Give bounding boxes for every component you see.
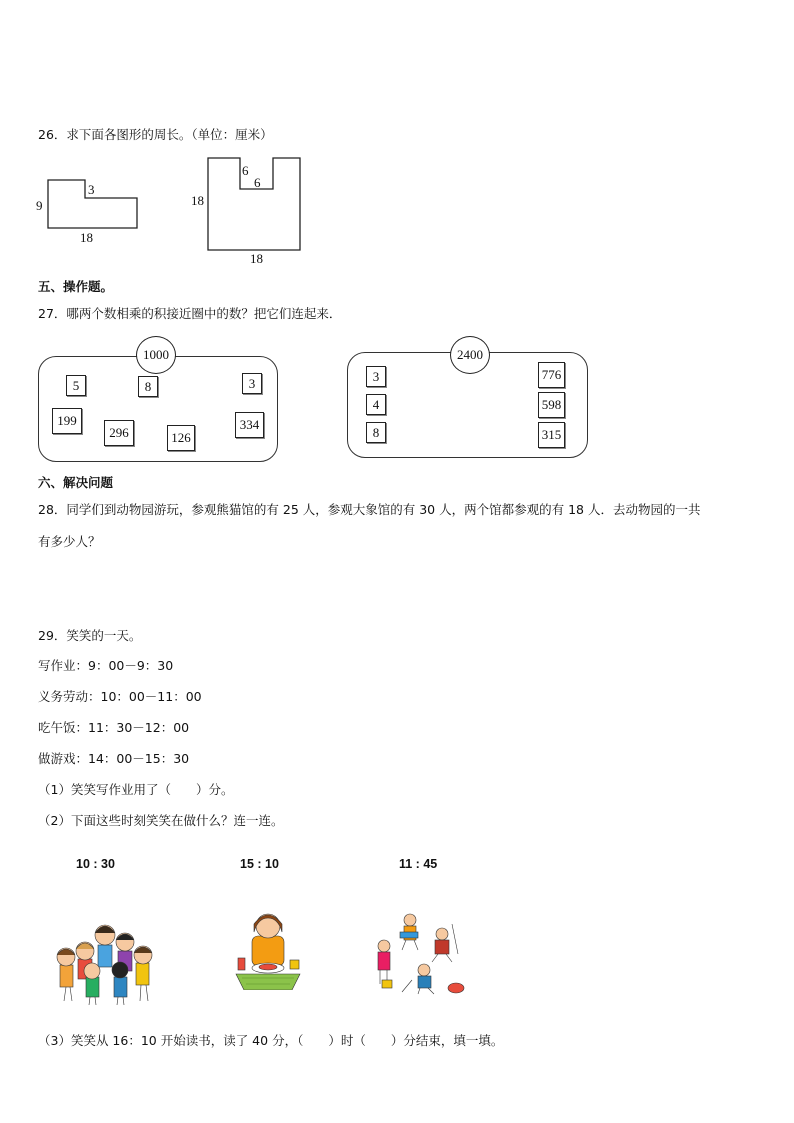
chores-picture — [372, 910, 468, 996]
q26-text: 26．求下面各图形的周长。（单位：厘米） — [38, 127, 273, 142]
shape2-left-label: 18 — [191, 193, 204, 208]
shape2-figure — [200, 150, 310, 255]
group1-number-box: 199 — [52, 408, 82, 434]
shape1-bottom-label: 18 — [80, 230, 93, 245]
q29-sub1: （1）笑笑写作业用了（ ）分。 — [38, 782, 234, 797]
group2-right-box: 776 — [538, 362, 565, 388]
group1-number-box: 296 — [104, 420, 134, 446]
time-label: 15 : 10 — [240, 857, 279, 871]
group2-left-box: 8 — [366, 422, 386, 443]
shape1-step-label: 3 — [88, 182, 95, 197]
group2-left-box: 4 — [366, 394, 386, 415]
group1-number-box: 3 — [242, 373, 262, 394]
q27-text: 27．哪两个数相乘的积接近圈中的数？把它们连起来． — [38, 306, 342, 321]
shape2-notch-width-label: 6 — [254, 175, 261, 190]
shape1-left-label: 9 — [36, 198, 43, 213]
q28-line2: 有多少人？ — [38, 534, 101, 549]
group1-number-box: 334 — [235, 412, 264, 438]
q29-sub2: （2）下面这些时刻笑笑在做什么？连一连。 — [38, 813, 284, 828]
shape2-bottom-label: 18 — [250, 251, 263, 266]
schedule-item: 吃午饭：11：30－12：00 — [38, 720, 190, 735]
group1-number-box: 126 — [167, 425, 195, 451]
schedule-item: 做游戏：14：00－15：30 — [38, 751, 190, 766]
shape2-notch-height-label: 6 — [242, 163, 249, 178]
section-6-heading: 六、解决问题 — [38, 475, 114, 490]
time-label: 10 : 30 — [76, 857, 115, 871]
group1-number-box: 5 — [66, 375, 86, 396]
q29-title: 29．笑笑的一天。 — [38, 628, 142, 643]
kids-playing-picture — [48, 915, 166, 1007]
section-5-heading: 五、操作题。 — [38, 279, 114, 294]
group1-target-circle: 1000 — [136, 336, 176, 374]
group2-right-box: 598 — [538, 392, 565, 418]
q28-line1: 28．同学们到动物园游玩，参观熊猫馆的有 25 人，参观大象馆的有 30 人，两个馆都参观的有 18 人．去动物园的一共 — [38, 502, 701, 517]
group2-right-box: 315 — [538, 422, 565, 448]
group1-number-box: 8 — [138, 376, 158, 397]
group2-target-circle: 2400 — [450, 336, 490, 374]
schedule-item: 义务劳动：10：00－11：00 — [38, 689, 202, 704]
time-label: 11 : 45 — [399, 857, 438, 871]
group2-left-box: 3 — [366, 366, 386, 387]
lunch-picture — [232, 908, 304, 990]
schedule-item: 写作业：9：00－9：30 — [38, 658, 174, 673]
q29-sub3: （3）笑笑从 16：10 开始读书，读了 40 分，（ ）时（ ）分结束，填一填。 — [38, 1033, 504, 1048]
